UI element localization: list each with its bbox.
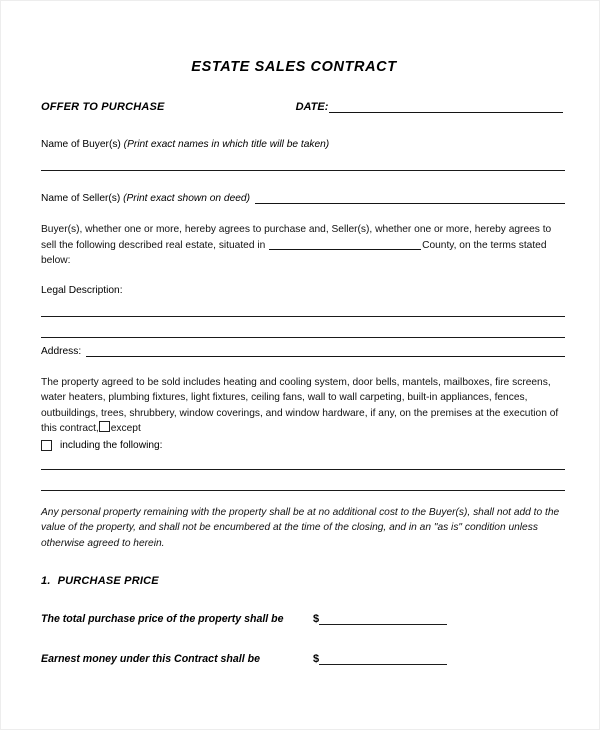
date-field-group [296, 101, 569, 113]
total-purchase-price-row [41, 613, 569, 625]
spacer [41, 491, 569, 505]
earnest-money-currency: $ [313, 653, 320, 665]
seller-name-label: Name of Seller(s) [41, 193, 121, 204]
personal-property-paragraph: Any personal property remaining with the property shall be at no additional cost to the Buyer(s), shall not add to the value of the property, and shall not be encumbered at the time of the closing, and in an "as is" condition unless otherwise agreed to herein. [41, 506, 560, 549]
page-title: ESTATE SALES CONTRACT [191, 59, 397, 75]
total-purchase-price-label: The total purchase price of the property shall be [41, 613, 284, 625]
earnest-money-label: Earnest money under this Contract shall be [41, 653, 260, 665]
included-property-text: The property agreed to be sold includes heating and cooling system, door bells, mantels, mailboxes, fire screens, water heaters, plumbing fixtures, light fixtures, ceiling fans, wall to wall carpeting, built-in appliances, fences, outbuildings, trees, shrubbery, window coverings, and window hardware, if any, on the premises at the execution of this contract, [41, 376, 559, 434]
spacer [41, 625, 569, 653]
legal-description-label: Legal Description: [41, 284, 123, 296]
section-1-number: 1. [41, 575, 51, 587]
total-purchase-price-currency: $ [313, 613, 320, 625]
included-property-paragraph [41, 375, 569, 437]
buyer-name-hint: (Print exact names in which title will be taken) [123, 139, 330, 150]
spacer [41, 296, 569, 316]
buyer-name-row [41, 139, 569, 150]
spacer [41, 587, 569, 613]
spacer [41, 357, 569, 375]
address-label: Address: [41, 345, 82, 357]
spacer [41, 338, 569, 346]
seller-name-hint: (Print exact shown on deed) [123, 193, 250, 204]
except-checkbox[interactable] [99, 421, 110, 432]
section-1-heading [41, 575, 569, 587]
date-input-line[interactable] [329, 101, 563, 113]
including-checkbox[interactable] [41, 440, 52, 451]
page-inner [1, 1, 599, 665]
agreement-text-after: County, on the terms stated below: [41, 239, 547, 266]
earnest-money-input[interactable] [319, 653, 447, 665]
earnest-money-row [41, 653, 569, 665]
offer-to-purchase-label: OFFER TO PURCHASE [41, 101, 165, 113]
agreement-text-before: Buyer(s), whether one or more, hereby agrees to purchase and, Seller(s), whether one or more, hereby agrees to sell the following described real estate, situated in [41, 224, 552, 251]
seller-name-input-line[interactable] [255, 193, 565, 204]
spacer [41, 269, 569, 285]
agreement-paragraph [41, 222, 569, 269]
address-input-line[interactable] [86, 346, 565, 357]
county-input-line[interactable] [269, 238, 421, 250]
spacer [41, 150, 569, 170]
offer-date-row [41, 101, 569, 113]
spacer [41, 470, 569, 490]
section-1-title: PURCHASE PRICE [57, 575, 159, 587]
date-label: DATE: [295, 101, 329, 113]
except-label: except [110, 423, 141, 434]
address-row [41, 346, 569, 357]
total-purchase-price-input[interactable] [319, 613, 447, 625]
buyer-name-label: Name of Buyer(s) [41, 139, 121, 150]
spacer [41, 317, 569, 337]
including-row [41, 440, 569, 451]
spacer [41, 551, 569, 575]
seller-name-row [41, 193, 569, 204]
spacer [41, 451, 569, 469]
spacer [41, 171, 569, 193]
including-label: including the following: [60, 439, 163, 451]
spacer [41, 204, 569, 222]
